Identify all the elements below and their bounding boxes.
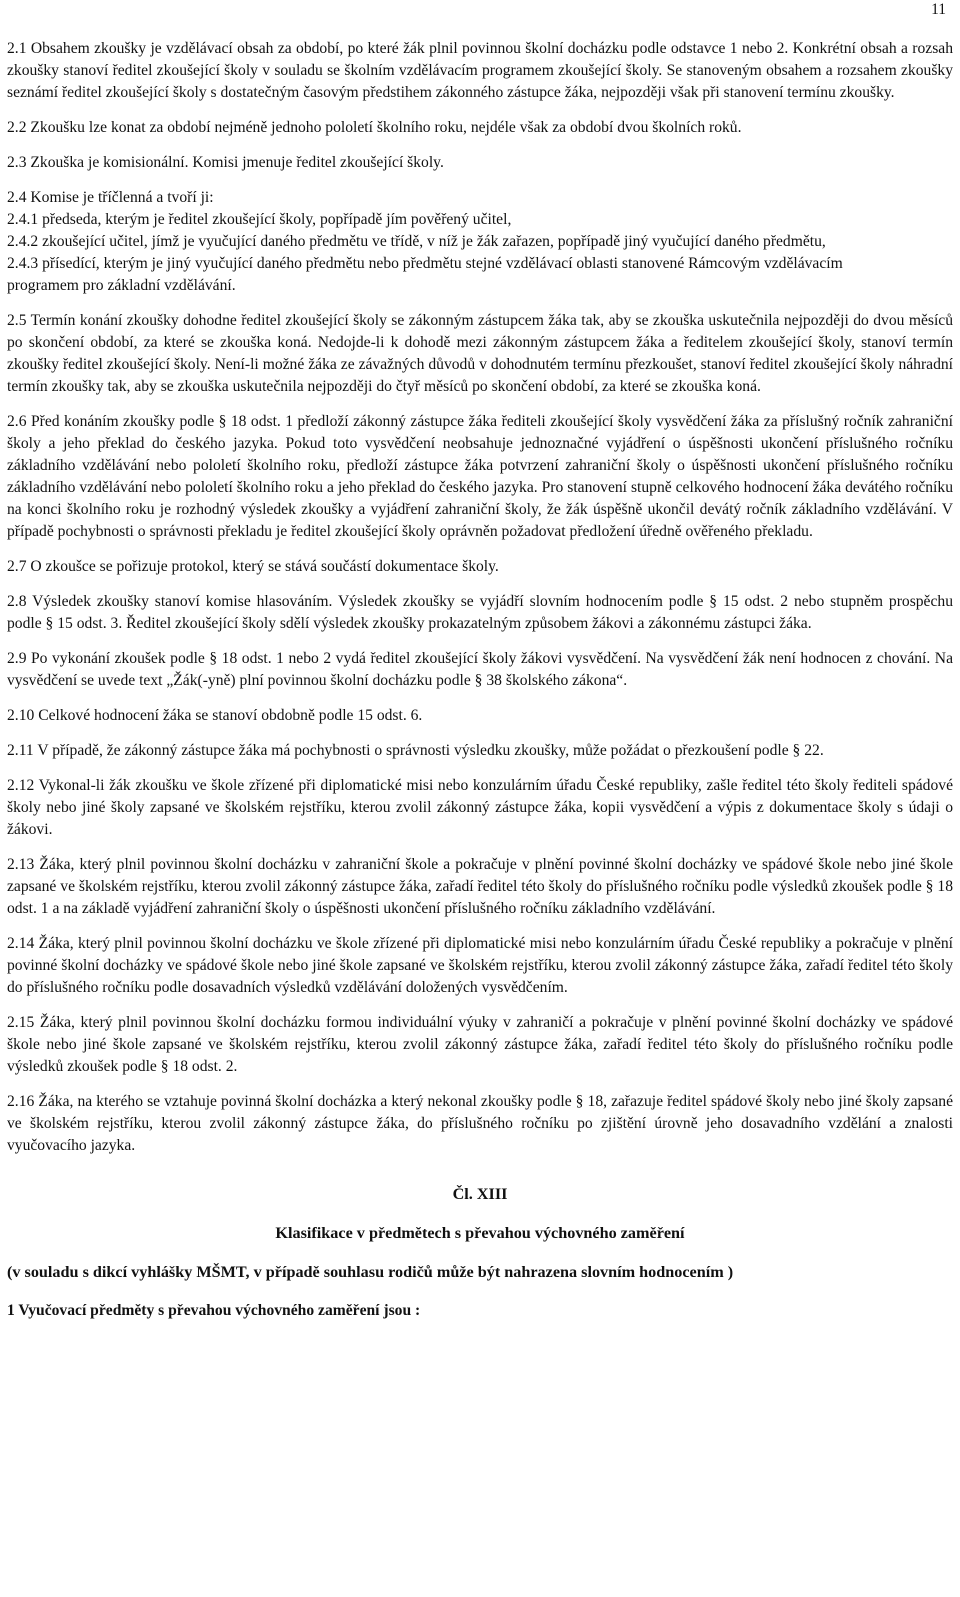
- paragraph-2-4-2: 2.4.2 zkoušející učitel, jímž je vyučující daného předmětu ve třídě, v níž je žák zařazen, popřípadě jiný vyučující daného předmětu,: [7, 233, 826, 250]
- paragraph-2-7: 2.7 O zkoušce se pořizuje protokol, který se stává součástí dokumentace školy.: [7, 558, 499, 575]
- paragraph-2-1: 2.1 Obsahem zkoušky je vzdělávací obsah za období, po které žák plnil povinnou školní docházku podle odstavce 1 nebo 2. Konkrétní obsah a rozsah zkoušky stanoví ředitel zkoušející školy v souladu se školním vzdělávacím programem zkoušející školy. Se stanoveným obsahem a rozsahem zkoušky seznámí ředitel zkoušející školy s dostatečným časovým předstihem zákonného zástupce žáka, nejpozději však při stanovení termínu zkoušky.: [7, 40, 953, 101]
- section-intro: 1 Vyučovací předměty s převahou výchovného zaměření jsou :: [7, 1302, 421, 1319]
- paragraph-2-16: 2.16 Žáka, na kterého se vztahuje povinná školní docházka a který nekonal zkoušky podle § 18, zařazuje ředitel spádové školy nebo jiné školy zapsané ve školském rejstříku, kterou zvolil zákonný zástupce žáka, do příslušného ročníku po zjištění úrovně jeho dosavadního vzdělání a znalosti vyučovacího jazyka.: [7, 1093, 953, 1154]
- paragraph-2-12: 2.12 Vykonal-li žák zkoušku ve škole zřízené při diplomatické misi nebo konzulárním úřadu České republiky, zašle ředitel této školy řediteli spádové školy nebo jiné školy zapsané ve školském rejstříku, kterou zvolil zákonný zástupce žáka, kopii vysvědčení a výpis z dokumentace školy s údaji o žákovi.: [7, 777, 953, 838]
- paragraph-2-13: 2.13 Žáka, který plnil povinnou školní docházku v zahraniční škole a pokračuje v plnění povinné školní docházky ve spádové škole nebo jiné škole zapsané ve školském rejstříku, kterou zvolil zákonný zástupce žáka, zařadí ředitel této školy do příslušného ročníku podle výsledků zkoušek podle § 18 odst. 1 a na základě vyjádření zahraniční školy o úspěšnosti ukončení příslušného ročníku základního vzdělávání.: [7, 856, 953, 917]
- paragraph-2-15: 2.15 Žáka, který plnil povinnou školní docházku formou individuální výuky v zahraničí a pokračuje v plnění povinné školní docházky ve spádové škole nebo jiné škole zapsané ve školském rejstříku, kterou zvolil zákonný zástupce žáka, zařadí ředitel této školy do příslušného ročníku podle výsledků zkoušek podle § 18 odst. 2.: [7, 1014, 953, 1075]
- paragraph-2-11: 2.11 V případě, že zákonný zástupce žáka má pochybnosti o správnosti výsledku zkoušky, může požádat o přezkoušení podle § 22.: [7, 742, 824, 759]
- paragraph-2-5: 2.5 Termín konání zkoušky dohodne ředitel zkoušející školy se zákonným zástupcem žáka tak, aby se zkouška uskutečnila nejpozději do dvou měsíců po skončení období, za které se zkouška koná. Nedojde-li k dohodě mezi zákonným zástupcem žáka a ředitelem zkoušející školy, stanoví termín zkoušky ředitel zkoušející školy. Není-li možné žáka ze závažných důvodů v dohodnutém termínu přezkoušet, stanoví ředitel zkoušející školy náhradní termín zkoušky tak, aby se zkouška uskutečnila nejpozději do čtyř měsíců po skončení období, za které se zkouška koná.: [7, 312, 953, 395]
- paragraph-2-4-3-continuation: programem pro základní vzdělávání.: [7, 277, 236, 294]
- paragraph-2-6: 2.6 Před konáním zkoušky podle § 18 odst. 1 předloží zákonný zástupce žáka řediteli zkoušející školy vysvědčení žáka za příslušný ročník zahraniční školy a jeho překlad do českého jazyka. Pokud toto vysvědčení neobsahuje jednoznačné vyjádření o úspěšnosti ukončení příslušného ročníku základního vzdělávání nebo pololetí školního roku, předloží zástupce žáka potvrzení zahraniční školy o úspěšnosti ukončení příslušného ročníku základního vzdělávání nebo pololetí školního roku a jeho překlad do českého jazyka. Pro stanovení stupně celkového hodnocení žáka devátého ročníku na konci školního roku je rozhodný výsledek zkoušky a vyjádření zahraniční školy, že žák úspěšně ukončil devátý ročník základního vzdělávání. V případě pochybnosti o správnosti překladu je ředitel zkoušející školy oprávněn požadovat předložení úředně ověřeného překladu.: [7, 413, 953, 540]
- paragraph-2-4: 2.4 Komise je tříčlenná a tvoří ji:: [7, 189, 214, 206]
- paragraph-2-10: 2.10 Celkové hodnocení žáka se stanoví obdobně podle 15 odst. 6.: [7, 707, 423, 724]
- paragraph-2-4-3: 2.4.3 přísedící, kterým je jiný vyučující daného předmětu nebo předmětu stejné vzdělávací oblasti stanovené Rámcovým vzdělávacím: [7, 255, 843, 272]
- paragraph-2-4-1: 2.4.1 předseda, kterým je ředitel zkoušející školy, popřípadě jím pověřený učitel,: [7, 211, 512, 228]
- chapter-note: (v souladu s dikcí vyhlášky MŠMT, v případě souhlasu rodičů může být nahrazena slovním hodnocením ): [7, 1263, 734, 1281]
- chapter-title: Čl. XIII: [452, 1185, 508, 1203]
- document-body: [7, 38, 953, 1322]
- paragraph-2-14: 2.14 Žáka, který plnil povinnou školní docházku ve škole zřízené při diplomatické misi nebo konzulárním úřadu České republiky a pokračuje v plnění povinné školní docházky ve spádové škole nebo jiné škole zapsané ve školském rejstříku, kterou zvolil zákonný zástupce žáka, zařadí ředitel této školy do příslušného ročníku podle dosavadních výsledků vzdělávání doložených vysvědčením.: [7, 935, 953, 996]
- paragraph-2-9: 2.9 Po vykonání zkoušek podle § 18 odst. 1 nebo 2 vydá ředitel zkoušející školy žákovi vysvědčení. Na vysvědčení žák není hodnocen z chování. Na vysvědčení se uvede text „Žák(-yně) plní povinnou školní docházku podle § 38 školského zákona“.: [7, 650, 953, 689]
- chapter-subtitle: Klasifikace v předmětech s převahou výchovného zaměření: [275, 1224, 685, 1242]
- paragraph-2-8: 2.8 Výsledek zkoušky stanoví komise hlasováním. Výsledek zkoušky se vyjádří slovním hodnocením podle § 15 odst. 2 nebo stupněm prospěchu podle § 15 odst. 3. Ředitel zkoušející školy sdělí výsledek zkoušky prokazatelným způsobem žákovi a zákonnému zástupci žáka.: [7, 593, 953, 632]
- page-number: 11: [931, 1, 946, 18]
- paragraph-2-2: 2.2 Zkoušku lze konat za období nejméně jednoho pololetí školního roku, nejdéle však za období dvou školních roků.: [7, 119, 742, 136]
- paragraph-2-3: 2.3 Zkouška je komisionální. Komisi jmenuje ředitel zkoušející školy.: [7, 154, 444, 171]
